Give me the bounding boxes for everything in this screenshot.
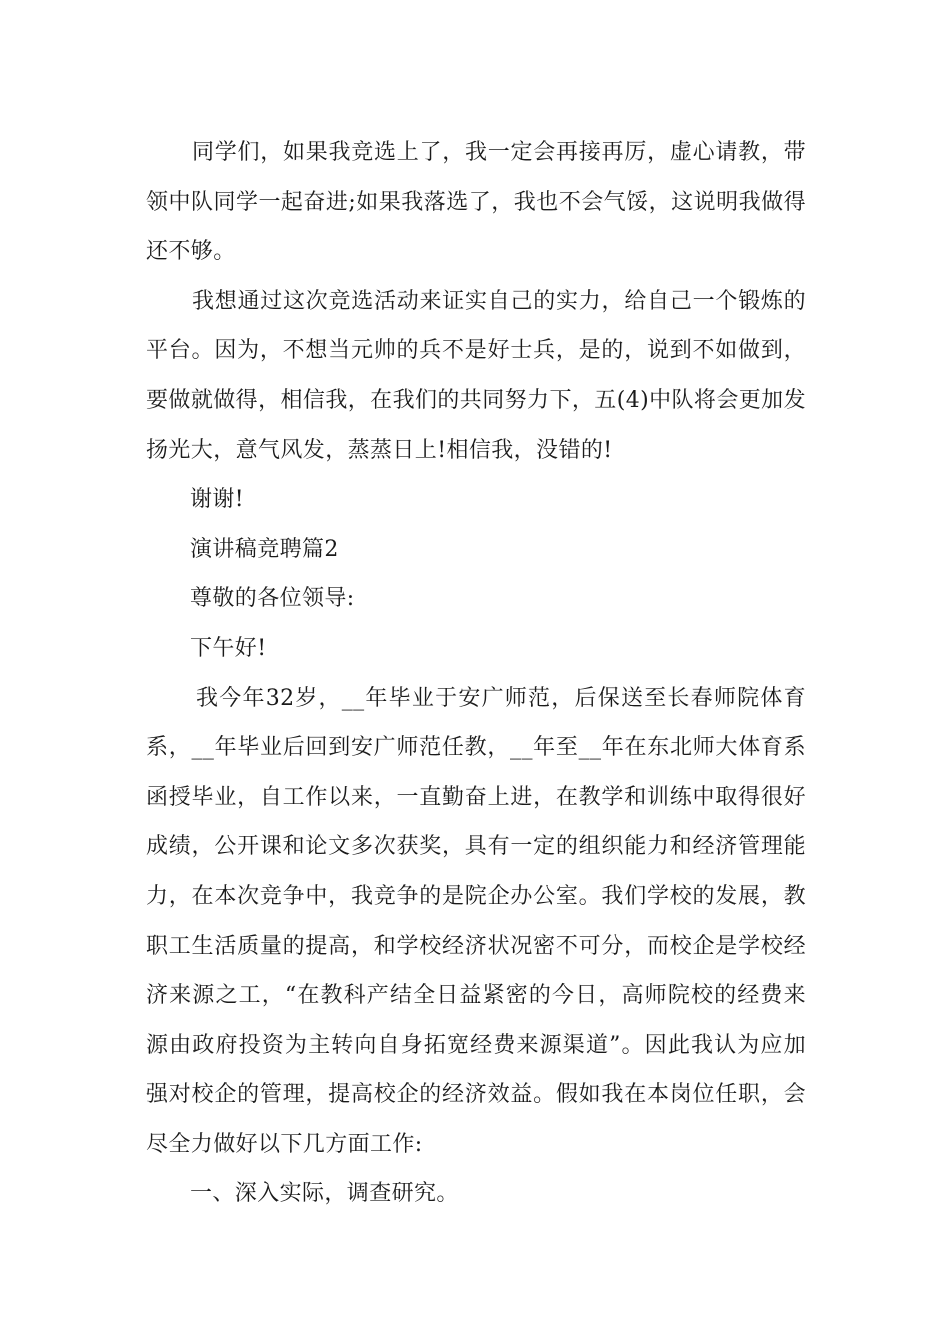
section-heading: 演讲稿竞聘篇2 [190,536,339,562]
paragraph-campaign-goal: 我想通过这次竞选活动来证实自己的实力，给自己一个锻炼的平台。因为，不想当元帅的兵不是好士兵，是的，说到不如做到，要做就做得，相信我，在我们的共同努力下，五(4)中队将会更加发扬光大，意气风发，蒸蒸日上!相信我，没错的! [146,288,806,463]
paragraph-closing-remarks: 同学们，如果我竞选上了，我一定会再接再厉，虚心请教，带领中队同学一起奋进;如果我落选了，我也不会气馁，这说明我做得还不够。 [146,140,806,265]
paragraph-thanks: 谢谢! [190,487,245,513]
greeting: 下午好! [190,635,267,661]
salutation: 尊敬的各位领导: [190,586,355,612]
list-item-heading: 一、深入实际，调查研究。 [190,1181,459,1207]
document-body [146,128,806,1219]
paragraph-self-introduction: 我今年32岁，__年毕业于安广师范，后保送至长春师院体育系，__年毕业后回到安广师范任教，__年至__年在东北师大体育系函授毕业，自工作以来，一直勤奋上进，在教学和训练中取得很好成绩，公开课和论文多次获奖，具有一定的组织能力和经济管理能力，在本次竞争中，我竞争的是院企办公室。我们学校的发展，教职工生活质量的提高，和学校经济状况密不可分，而校企是学校经济来源之工，“在教科产结全日益紧密的今日，高师院校的经费来源由政府投资为主转向自身拓宽经费来源渠道”。因此我认为应加强对校企的管理，提高校企的经济效益。假如我在本岗位任职，会尽全力做好以下几方面工作: [146,685,806,1157]
